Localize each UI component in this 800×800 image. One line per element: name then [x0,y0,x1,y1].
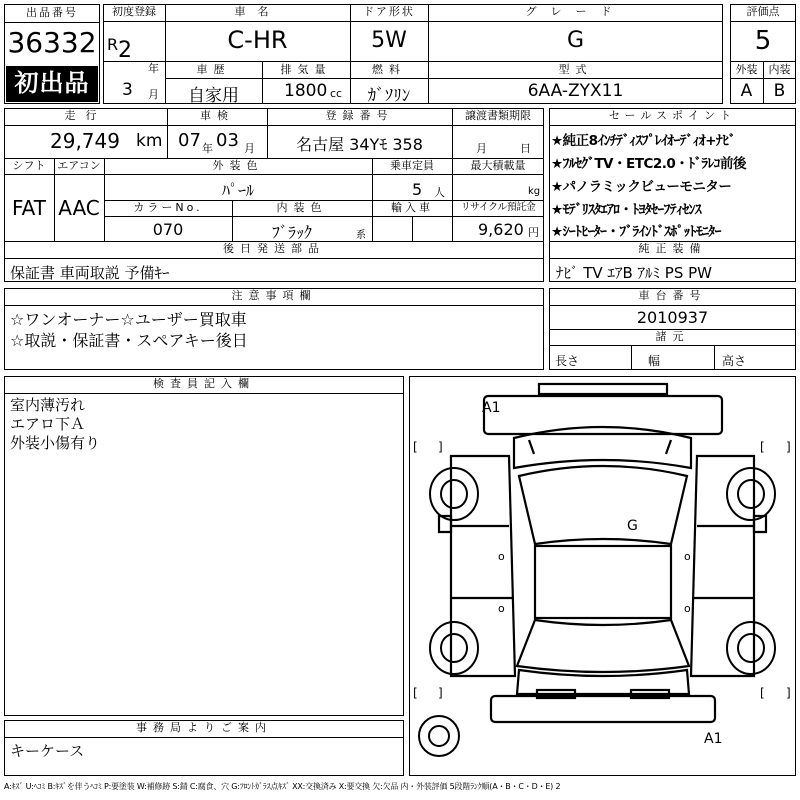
door-handle-mark: o [498,550,505,563]
era-year: 2 [118,38,132,63]
capacity-label: 乗車定員 [390,159,434,172]
rear-left-tire [430,622,478,674]
score-label: 評価点 [746,5,780,18]
first-reg-label: 初度登録 [112,5,156,18]
damage-mark-glass: G [627,518,638,534]
car-name-label: 車名 [234,5,281,18]
max-load-unit: kg [528,186,541,197]
car-diagram [409,376,796,776]
model-value: 6AA-ZYX11 [527,81,624,101]
capacity-value: 5 [412,180,423,199]
exterior-label: 外装 [735,63,758,76]
inspection-label: 車検 [200,109,234,122]
model-label: 型式 [558,63,593,76]
ac-value: AAC [58,196,100,220]
first-listing-badge: 初出品 [6,66,98,102]
bracket: ] [438,686,443,700]
spare-tire [419,716,459,756]
transfer-label: 譲渡書類期限 [465,109,531,122]
door-value: 5W [371,28,407,53]
door-handle-mark: o [684,602,691,615]
equipment-label: 純正装備 [638,242,707,255]
dims-label: 諸元 [655,330,690,343]
door-label: ドア形状 [363,5,415,18]
color-no-value: 070 [152,220,184,239]
grade-label: グレード [525,5,626,18]
length-label: 長さ [555,354,580,368]
month-unit: 月 [148,88,159,101]
shift-label: シフト [12,159,46,172]
int-color-label: 内装色 [276,201,328,214]
interior-label: 内装 [768,63,791,76]
fuel-value: ｶﾞｿﾘﾝ [367,86,411,106]
transfer-month-unit: 月 [476,142,487,155]
rear-bumper [491,696,715,722]
bracket: [ [760,686,765,700]
bracket: [ [413,686,418,700]
grade-value: G [566,28,585,53]
ext-color-value: ﾊﾟｰﾙ [221,181,254,200]
front-bumper [484,396,722,434]
height-label: 高さ [722,354,747,368]
legend: A:ｷｽﾞ U:ﾍｺﾐ B:ｷｽﾞを伴うﾍｺﾐ P:要塗装 W:補修跡 S:錆 C:腐食、穴 G:ﾌﾛﾝﾄｶﾞﾗｽ点ｷｽﾞ XX:交換済み X:要交換 欠:欠品 内・外装評価 5段階ﾗﾝｸ順(A・B・C・D・E) 2 [4,782,561,791]
sales-point-item: ★ﾌﾙｾｸﾞTV・ETC2.0・ﾄﾞﾗﾚｺ前後 [551,156,747,172]
exterior-grade: A [740,81,753,101]
displacement-unit: cc [330,87,343,100]
inspector-label: 検査員記入欄 [153,377,255,390]
bracket: [ [413,440,418,454]
max-load-label: 最大積載量 [470,159,526,172]
office-text: キーケース [10,742,85,760]
sales-point-item: ★純正8ｲﾝﾁﾃﾞｨｽﾌﾟﾚｲｵｰﾃﾞｨｵ+ﾅﾋﾞ [551,133,736,149]
office-label: 事務局よりご案内 [136,721,272,734]
windshield [519,466,687,544]
damage-mark-rear: A1 [704,731,723,747]
lot-number: 36332 [7,26,97,59]
mileage-label: 走行 [64,109,107,122]
sales-point-item: ★パノラミックビューモニター [551,179,732,195]
bracket: [ [760,440,765,454]
recycle-label: リサイクル預託金 [460,202,536,213]
capacity-unit: 人 [434,186,445,199]
mileage-value: 29,749 [50,129,120,153]
notes-text: ☆ワンオーナー☆ユーザー買取車 ☆取説・保証書・スペアキー後日 [10,310,248,350]
bracket: ] [786,440,791,454]
plate-value: 名古屋 34Yﾓ 358 [296,135,423,154]
inspection-year: 07 [178,130,201,151]
mileage-unit: km [136,131,163,151]
recycle-unit: 円 [528,226,539,239]
door-handle-mark: o [684,550,691,563]
int-color-unit: 系 [356,230,366,241]
inspection-month-unit: 月 [244,142,255,155]
rear-glass [517,620,689,672]
right-side [691,456,754,676]
notes-label: 注意事項欄 [231,289,317,302]
left-side [451,456,515,676]
import-label: 輸入車 [391,201,433,214]
ext-color-label: 外装色 [212,159,264,172]
rear-right-tire [727,622,775,674]
interior-grade: B [773,81,786,101]
shift-value: FAT [11,196,46,220]
score-value: 5 [754,26,772,56]
bracket: ] [786,686,791,700]
roof [535,546,671,618]
sales-point-item: ★ｼｰﾄﾋｰﾀｰ・ﾌﾞﾗｲﾝﾄﾞｽﾎﾟｯﾄﾓﾆﾀｰ [551,224,721,240]
plate-label: 登録番号 [325,109,394,122]
inspector-text: 室内薄汚れ エアロ下Ａ 外装小傷有り [10,396,101,452]
fuel-label: 燃料 [372,63,406,76]
damage-mark-front: A1 [482,400,501,416]
year-unit: 年 [148,62,159,75]
int-color-value: ﾌﾞﾗｯｸ [271,223,312,242]
era-letter: R [107,35,119,54]
sales-point-item: ★ﾓﾃﾞﾘｽﾀｴｱﾛ・ﾄﾖﾀｾｰﾌﾃｨｾﾝｽ [551,202,702,218]
later-parts-label: 後日発送部品 [223,242,325,255]
transfer-day-unit: 日 [520,142,531,155]
lot-label: 出品番号 [26,6,78,19]
displacement-value: 1800 [284,81,328,101]
ac-label: エアコン [57,159,101,172]
inspection-month: 03 [216,130,239,151]
history-value: 自家用 [188,86,239,106]
front-right-tire [727,468,775,520]
door-handle-mark: o [498,602,505,615]
equipment-value: ﾅﾋﾞ TV ｴｱB ｱﾙﾐ PS PW [556,264,712,282]
month-value: 3 [122,80,133,100]
sales-points-label: セールスポイント [608,109,736,122]
car-name: C-HR [227,26,288,54]
chassis-label: 車台番号 [638,289,707,302]
displacement-label: 排気量 [280,63,332,76]
inspection-year-unit: 年 [202,142,213,155]
bracket: ] [438,440,443,454]
width-label: 幅 [648,354,661,368]
front-left-tire [430,468,478,520]
chassis-value: 2010937 [636,308,709,327]
recycle-value: 9,620 [478,220,524,239]
history-label: 車歴 [196,63,231,76]
later-parts-value: 保証書 車両取説 予備ｷｰ [10,264,170,282]
color-no-label: カラーNo. [133,201,203,214]
